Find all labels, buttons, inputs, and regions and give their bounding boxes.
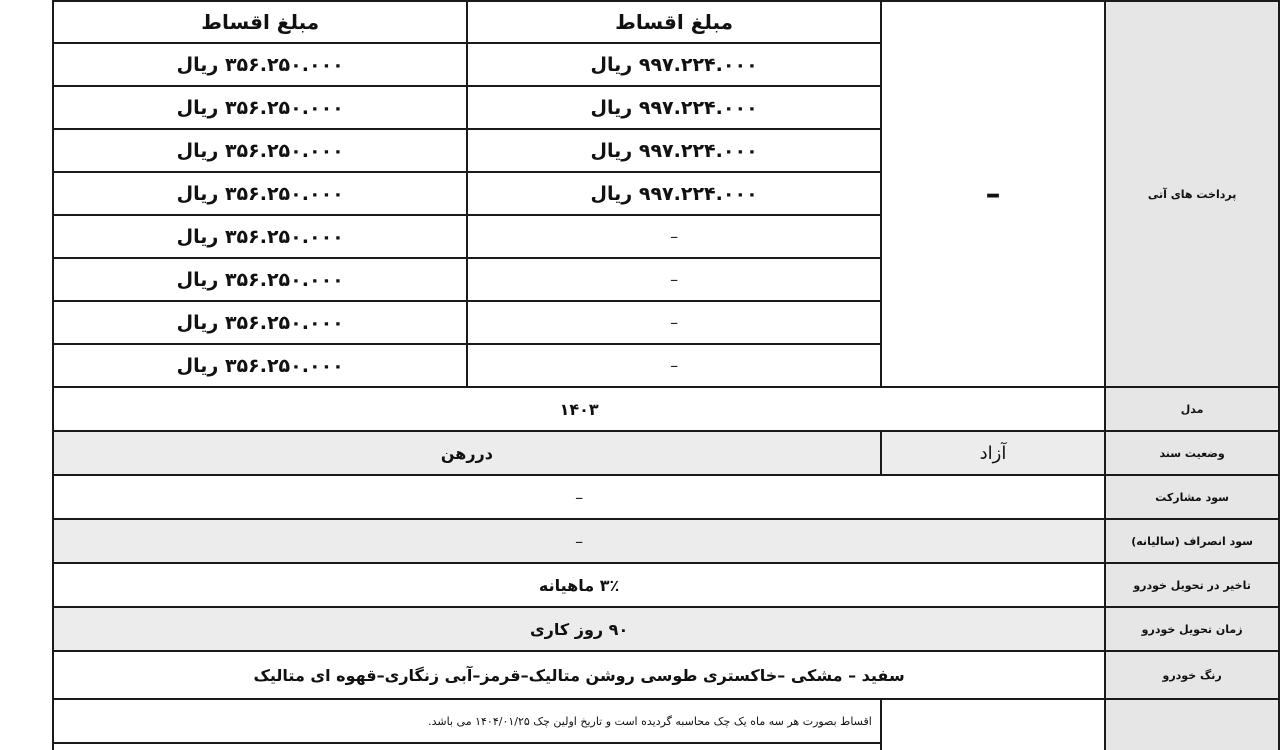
delivery-time-row bbox=[53, 607, 1279, 651]
installment-cell: ۹۹۷.۲۲۴.۰۰۰ ریال bbox=[467, 172, 880, 215]
installment-note: اقساط بصورت هر سه ماه یک چک محاسبه گردیده است و تاریخ اولین چک ۱۴۰۴/۰۱/۲۵ می باشد. bbox=[53, 699, 881, 743]
delivery-time-value: ۹۰ روز کاری bbox=[53, 607, 1105, 651]
document-status-pledged: دررهن bbox=[53, 431, 881, 475]
delivery-delay-label: تاخیر در تحویل خودرو bbox=[1105, 563, 1279, 607]
installment-cell: ۳۵۶.۲۵۰.۰۰۰ ریال bbox=[53, 172, 467, 215]
document-status-row bbox=[53, 431, 1279, 475]
header-row bbox=[53, 1, 1279, 43]
installment-cell: ۳۵۶.۲۵۰.۰۰۰ ریال bbox=[53, 129, 467, 172]
installment-amount-header: مبلغ اقساط bbox=[467, 1, 880, 43]
delivery-time-label: زمان تحویل خودرو bbox=[1105, 607, 1279, 651]
future-payments-label: پرداخت های آتی bbox=[1105, 1, 1279, 387]
note-row bbox=[53, 699, 1279, 743]
installment-cell: – bbox=[467, 344, 880, 387]
model-label: مدل bbox=[1105, 387, 1279, 431]
installment-cell: ۹۹۷.۲۲۴.۰۰۰ ریال bbox=[467, 86, 880, 129]
installments-table bbox=[52, 0, 1280, 750]
installment-cell: ۳۵۶.۲۵۰.۰۰۰ ریال bbox=[53, 344, 467, 387]
cancellation-profit-row bbox=[53, 519, 1279, 563]
installment-cell: – bbox=[467, 301, 880, 344]
model-value: ۱۴۰۳ bbox=[53, 387, 1105, 431]
delivery-delay-value: ۳٪ ماهیانه bbox=[53, 563, 1105, 607]
car-color-row bbox=[53, 651, 1279, 699]
cancellation-profit-value: – bbox=[53, 519, 1105, 563]
car-color-value: سفید – مشکی –خاکستری طوسی روشن متالیک–قرمز–آبی زنگاری–قهوه ای متالیک bbox=[53, 651, 1105, 699]
installment-cell: ۹۹۷.۲۲۴.۰۰۰ ریال bbox=[467, 43, 880, 86]
cancellation-profit-label: سود انصراف (سالیانه) bbox=[1105, 519, 1279, 563]
installment-cell: ۳۵۶.۲۵۰.۰۰۰ ریال bbox=[53, 86, 467, 129]
installment-cell: – bbox=[467, 258, 880, 301]
partnership-profit-row bbox=[53, 475, 1279, 519]
partnership-profit-value: – bbox=[53, 475, 1105, 519]
future-payments-value: – bbox=[881, 1, 1105, 387]
document-status-free: آزاد bbox=[881, 431, 1105, 475]
document-status-label: وضعیت سند bbox=[1105, 431, 1279, 475]
installment-cell: ۳۵۶.۲۵۰.۰۰۰ ریال bbox=[53, 43, 467, 86]
installment-cell: ۳۵۶.۲۵۰.۰۰۰ ریال bbox=[53, 258, 467, 301]
installment-amount-header: مبلغ اقساط bbox=[53, 1, 467, 43]
model-row bbox=[53, 387, 1279, 431]
partnership-profit-label: سود مشارکت bbox=[1105, 475, 1279, 519]
delivery-delay-row bbox=[53, 563, 1279, 607]
installment-cell: ۳۵۶.۲۵۰.۰۰۰ ریال bbox=[53, 215, 467, 258]
car-color-label: رنگ خودرو bbox=[1105, 651, 1279, 699]
installment-cell: ۹۹۷.۲۲۴.۰۰۰ ریال bbox=[467, 129, 880, 172]
installment-cell: ۳۵۶.۲۵۰.۰۰۰ ریال bbox=[53, 301, 467, 344]
installment-cell: – bbox=[467, 215, 880, 258]
